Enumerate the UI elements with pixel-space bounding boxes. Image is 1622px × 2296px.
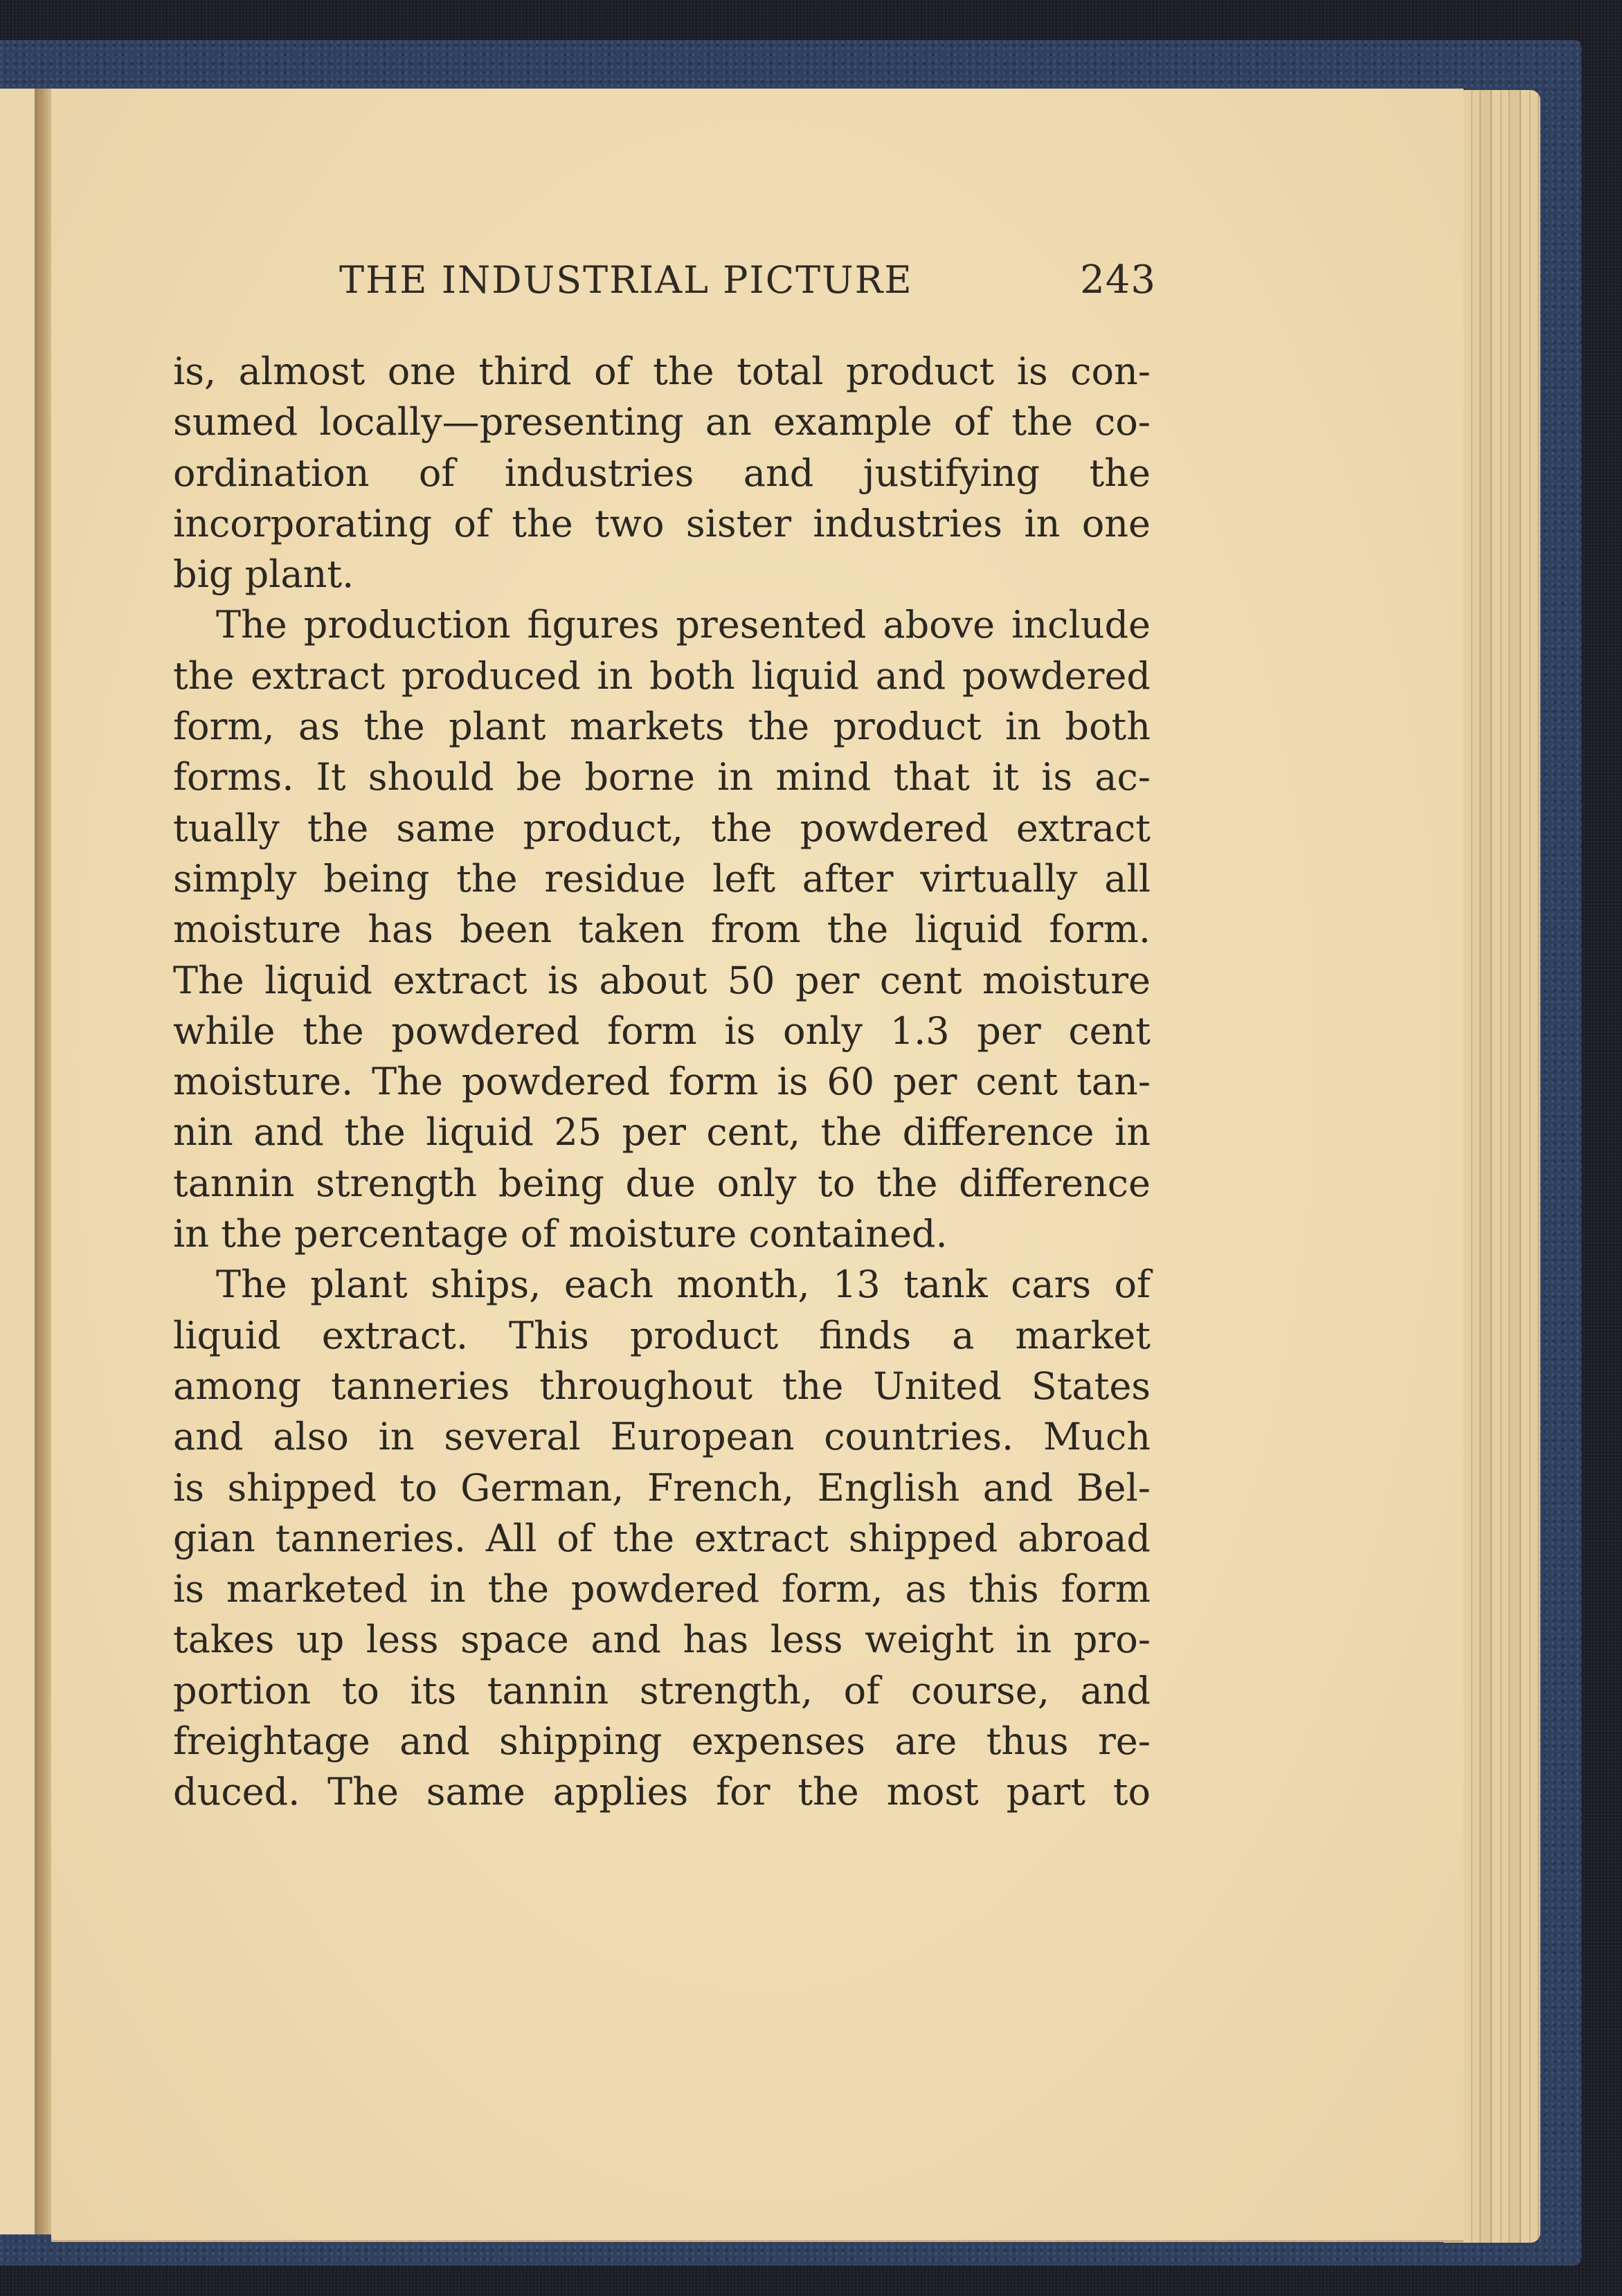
text-line: is, almost one third of the total product is con- bbox=[173, 350, 1151, 393]
text-line: portion to its tannin strength, of course, and bbox=[173, 1668, 1151, 1712]
paragraph bbox=[173, 599, 1151, 1259]
text-line: moisture. The powdered form is 60 per cent tan- bbox=[173, 1060, 1151, 1104]
text-line: tannin strength being due only to the difference bbox=[173, 1161, 1151, 1205]
text-line: is marketed in the powdered form, as this form bbox=[173, 1567, 1151, 1611]
text-line: The liquid extract is about 50 per cent moisture bbox=[173, 958, 1151, 1002]
text-line: incorporating of the two sister industries in one bbox=[173, 501, 1151, 545]
text-line: is shipped to German, French, English and Bel- bbox=[173, 1465, 1151, 1510]
running-head bbox=[339, 257, 1156, 306]
paragraph bbox=[173, 346, 1151, 599]
left-page-edge bbox=[0, 89, 36, 2234]
text-line: The production figures presented above include bbox=[216, 603, 1151, 647]
text-line: sumed locally—presenting an example of the co- bbox=[173, 400, 1151, 444]
body-text bbox=[173, 346, 1151, 1818]
text-line: while the powdered form is only 1.3 per cent bbox=[173, 1009, 1151, 1053]
text-line: duced. The same applies for the most part to bbox=[173, 1770, 1151, 1814]
text-line: in the percentage of moisture contained. bbox=[173, 1212, 948, 1256]
paragraph bbox=[173, 1259, 1151, 1817]
page-number: 243 bbox=[1080, 257, 1156, 302]
text-line: forms. It should be borne in mind that it is ac- bbox=[173, 755, 1151, 799]
text-line: tually the same product, the powdered extract bbox=[173, 806, 1151, 850]
text-line: the extract produced in both liquid and powdered bbox=[173, 653, 1151, 698]
book-gutter-shadow bbox=[35, 89, 53, 2234]
text-line: among tanneries throughout the United States bbox=[173, 1364, 1151, 1408]
text-line: freightage and shipping expenses are thus re- bbox=[173, 1719, 1151, 1764]
text-line: liquid extract. This product finds a market bbox=[173, 1313, 1151, 1357]
text-line: big plant. bbox=[173, 552, 354, 597]
text-line: takes up less space and has less weight in pro- bbox=[173, 1618, 1151, 1662]
running-head-title: THE INDUSTRIAL PICTURE bbox=[339, 258, 913, 302]
text-line: moisture has been taken from the liquid form. bbox=[173, 907, 1151, 952]
text-line: The plant ships, each month, 13 tank cars of bbox=[216, 1263, 1151, 1307]
text-line: nin and the liquid 25 per cent, the difference in bbox=[173, 1110, 1151, 1155]
text-line: simply being the residue left after virtually all bbox=[173, 856, 1151, 901]
text-line: gian tanneries. All of the extract shipped abroad bbox=[173, 1516, 1151, 1560]
text-line: ordination of industries and justifying the bbox=[173, 451, 1151, 495]
text-line: form, as the plant markets the product in both bbox=[173, 705, 1151, 749]
text-line: and also in several European countries. Much bbox=[173, 1415, 1151, 1459]
